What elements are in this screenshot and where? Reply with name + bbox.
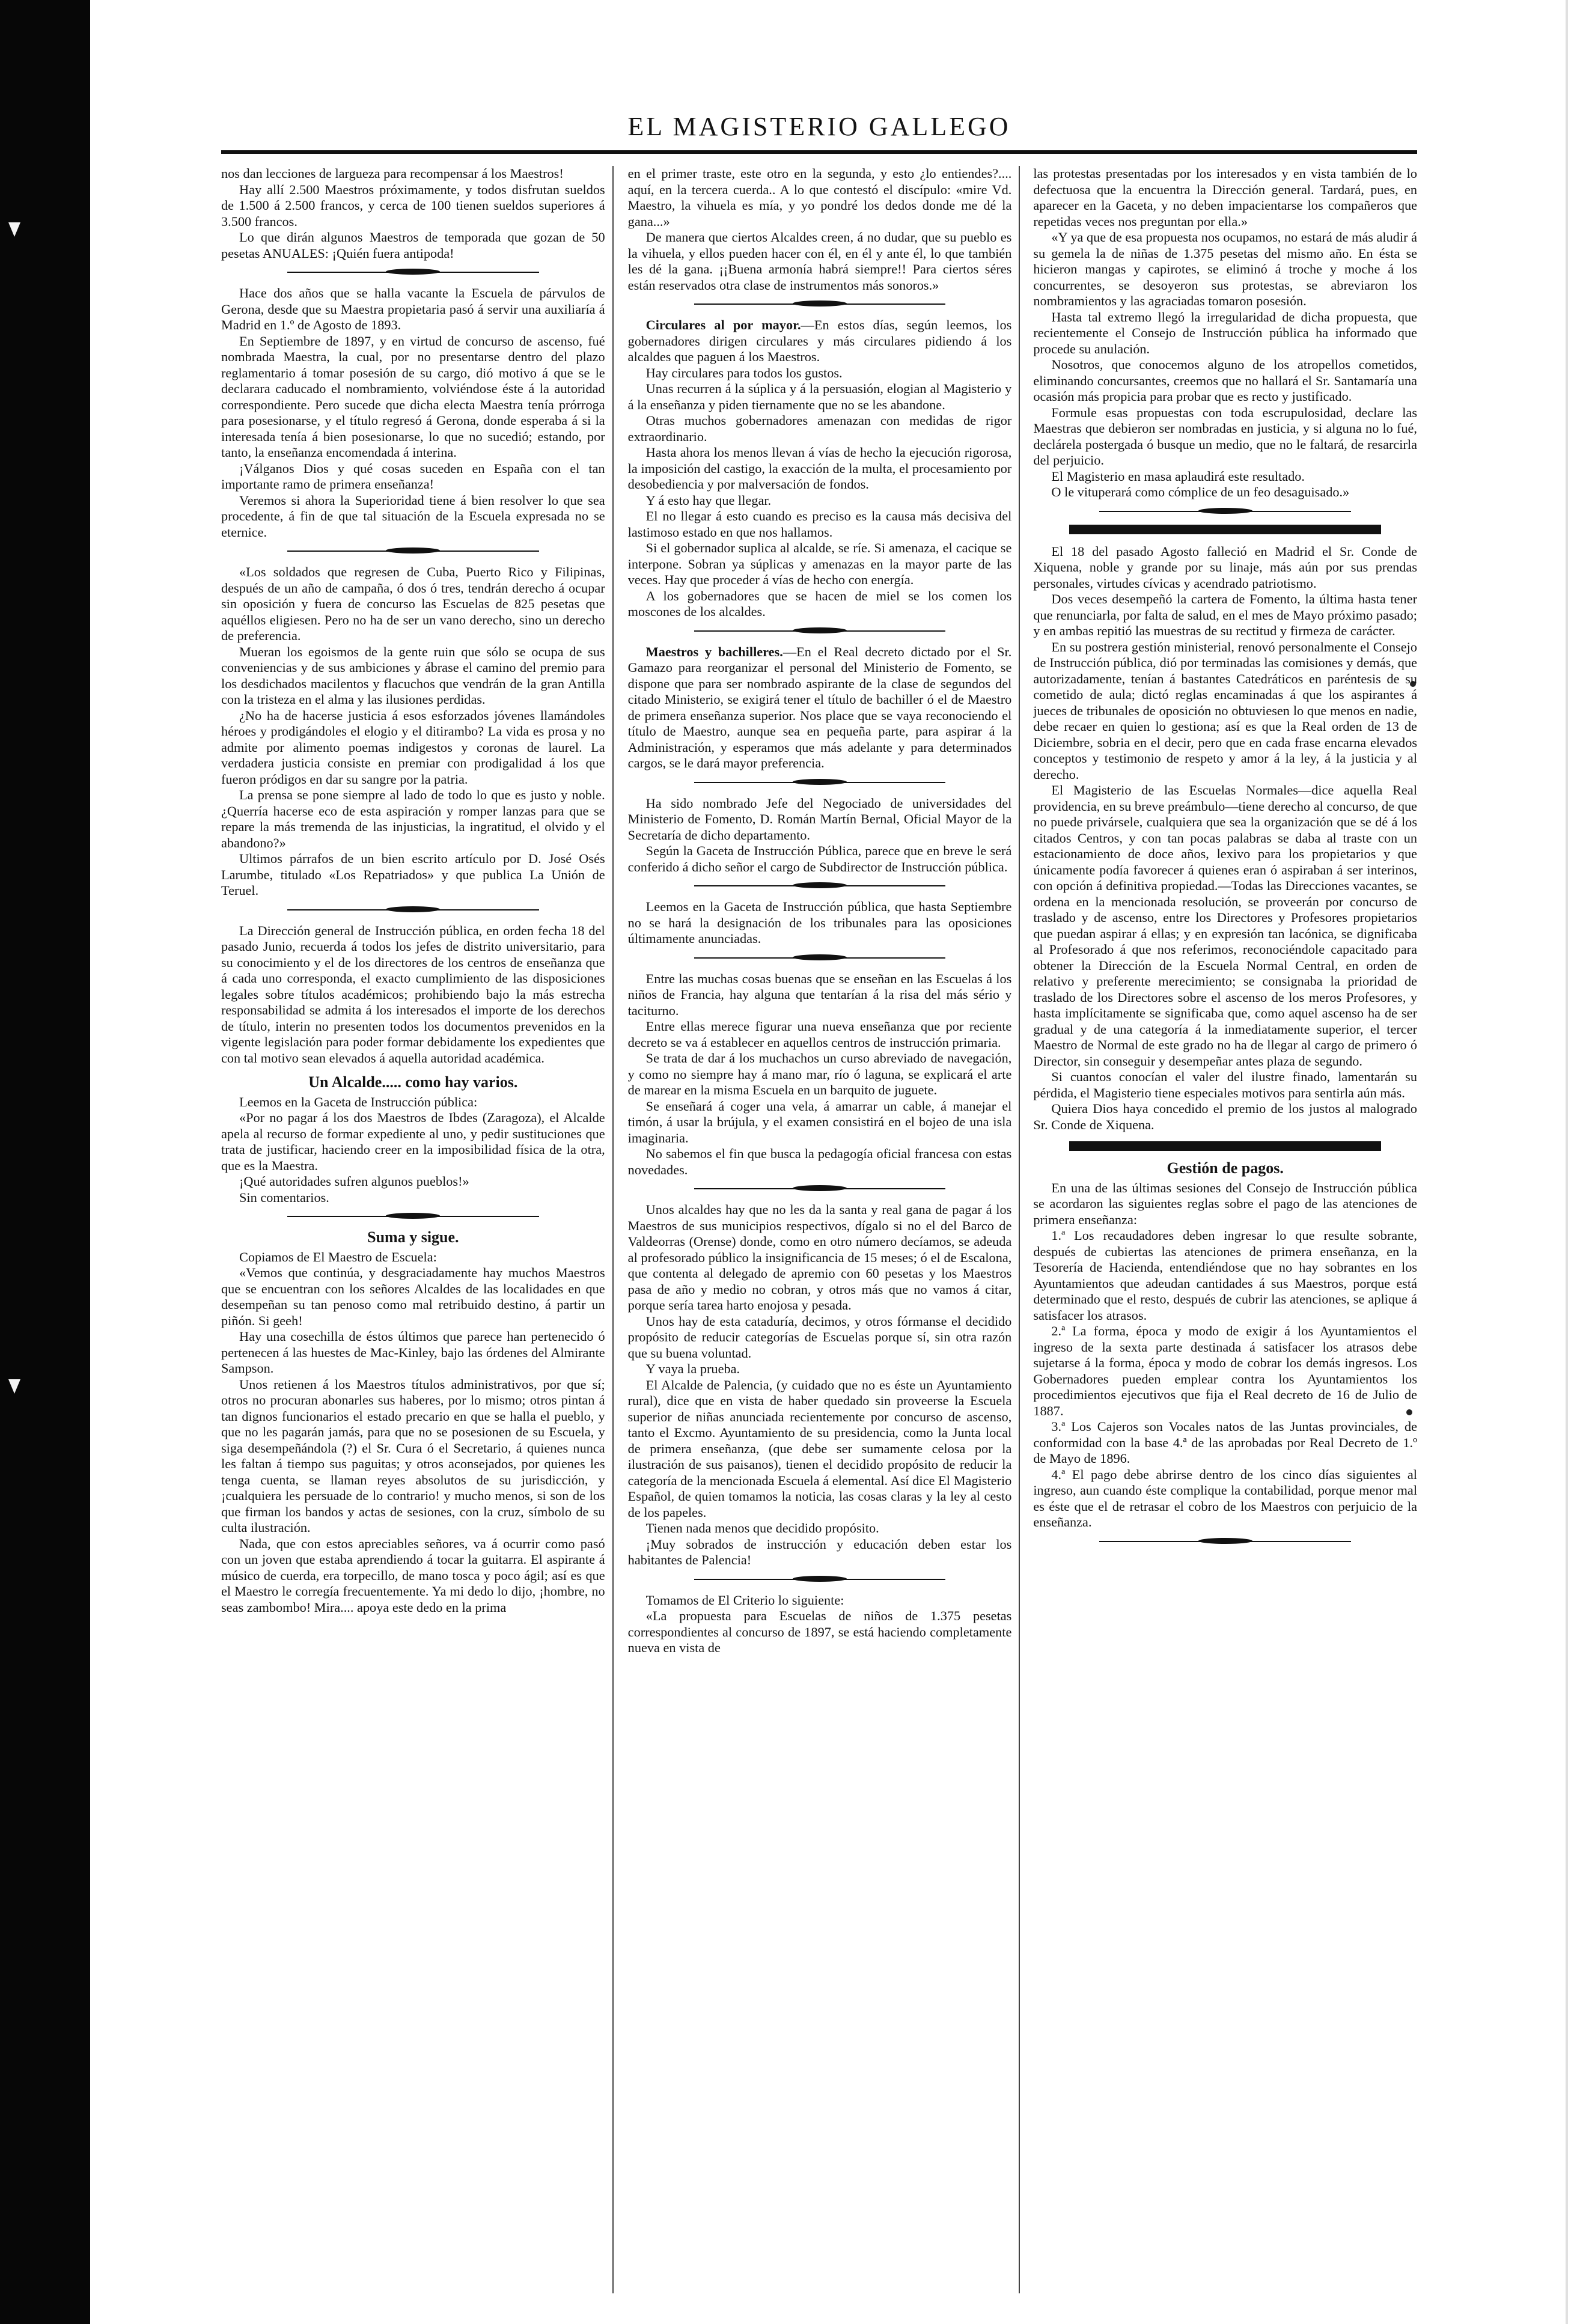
section-divider bbox=[628, 953, 1012, 963]
paragraph: 4.ª El pago debe abrirse dentro de los cinco días siguientes al ingreso, aun cuando éste complique la contabilidad, porque menor mal es éste que el de retrasar el cobro de los Maestros con perjuicio de la enseñanza. bbox=[1033, 1466, 1418, 1530]
paragraph: El 18 del pasado Agosto falleció en Madrid el Sr. Conde de Xiquena, noble y grande por su linaje, más aún por sus prendas personales, virtudes cívicas y acendrado patriotismo. bbox=[1033, 543, 1418, 591]
paragraph: 2.ª La forma, época y modo de exigir á los Ayuntamientos el ingreso de la sexta parte destinada á satisfacer los atrasos debe sujetarse á la forma, época y modo de cobrar los demás ingresos. Los Gobernadores pueden emplear contra los Ayuntamientos los procedimientos ejecutivos que fija el Real decreto de 16 de Julio de 1887. bbox=[1033, 1323, 1418, 1418]
section-divider bbox=[628, 1184, 1012, 1194]
paragraph: La prensa se pone siempre al lado de todo lo que es justo y noble. ¿Querría hacerse eco de esta aspiración y romper lanzas para que se repare la más tremenda de las injusticias, la ingratitud, el olvido y el abandono?» bbox=[221, 787, 605, 850]
column-rule bbox=[1019, 166, 1020, 2293]
paragraph: 1.ª Los recaudadores deben ingresar lo que resulte sobrante, después de cubiertas las atenciones de primera enseñanza, en la Tesorería de Hacienda, entendiéndose que no hay sobrantes en los Ayuntamientos que adeudan cantidades á sus Maestros, porque está determinado que el resto, después de cubrir las atenciones, se aplique á satisfacer los atrasos. bbox=[1033, 1228, 1418, 1323]
paragraph-lead: Maestros y bachilleres. bbox=[645, 644, 783, 659]
paragraph: en el primer traste, este otro en la segunda, y esto ¿lo entiendes?.... aquí, en la tercera cuerda.. A lo que contestó el discípulo: «mire Vd. Maestro, la vihuela es mía, y yo pondré los dedos donde me dé la gana...» bbox=[627, 166, 1012, 229]
section-heading: Gestión de pagos. bbox=[1167, 1159, 1284, 1177]
paragraph: Hasta ahora los menos llevan á vías de hecho la ejecución rigorosa, la imposición del castigo, la exacción de la multa, el procesamiento por desobediencia y por malversación de fondos. bbox=[627, 445, 1012, 492]
paragraph-lead: Circulares al por mayor. bbox=[645, 317, 801, 332]
paragraph: La Dirección general de Instrucción pública, en orden fecha 18 del pasado Junio, recuerda á todos los jefes de distrito universitario, para su conocimiento y el de los directores de los centros de enseñanza que á cada uno corresponda, el exacto cumplimiento de las disposiciones legales sobre títulos académicos; prohibiendo bajo la más estrecha responsabilidad se admita á los interesados el importe de los derechos de título, interin no presenten todos los documentos prevenidos en la vigente legislación para poder formar debidamente los expedientes que con tal motivo sean elevados á aquella autoridad académica. bbox=[221, 923, 605, 1066]
masthead-rule bbox=[221, 150, 1417, 154]
paragraph: Nada, que con estos apreciables señores, va á ocurrir como pasó con un joven que estaba aprendiendo á tocar la guitarra. El aspirante á músico de cuerda, era torpecillo, de mano tosca y poco ágil; así es que el Maestro le corregía frecuentemente. Ya mi dedo lo dijo, ¡hombre, no seas zambombo! Mira.... apoya este dedo en la prima bbox=[221, 1536, 605, 1615]
paragraph: Lo que dirán algunos Maestros de temporada que gozan de 50 pesetas ANUALES: ¡Quién fuera antipoda! bbox=[221, 230, 605, 261]
paragraph: ¡Muy sobrados de instrucción y educación deben estar los habitantes de Palencia! bbox=[627, 1536, 1012, 1567]
paragraph: Tienen nada menos que decidido propósito. bbox=[645, 1520, 879, 1536]
paragraph: Se trata de dar á los muchachos un curso abreviado de navegación, y como no siempre hay á mano mar, río ó laguna, se explicará el arte de marear en la misma Escuela en un barquito de juguete. bbox=[627, 1051, 1012, 1097]
section-divider bbox=[1033, 1537, 1417, 1546]
paragraph: O le vituperará como cómplice de un feo desaguisado.» bbox=[1051, 484, 1350, 499]
paragraph: Unos retienen á los Maestros títulos administrativos, por que sí; otros no procuran abonarles sus haberes, por lo mismo; otros pintan á tan dignos funcionarios el estado precario en que se halla el pueblo, y que no les pagarán jamás, para que no se posesionen de su Escuela, y siga desempeñándola (?) el Sr. Cura ó el Secretario, á quienes nunca les faltan á tiempo sus paguitas; y otros aconsejados, por quienes les tenga cuenta, se llaman reyes absolutos de su jurisdicción, y ¡cualquiera les persuade de lo contrario! y mucho menos, si son de los que firman los bandos y actas de sesiones, con la cruz, símbolo de su culta ilustración. bbox=[221, 1376, 605, 1535]
paragraph: Hay circulares para todos los gustos. bbox=[645, 365, 843, 380]
paragraph: Ultimos párrafos de un bien escrito artículo por D. José Osés Larumbe, titulado «Los Repatriados» y que publica La Unión de Teruel. bbox=[221, 851, 605, 898]
paragraph: Otras muchos gobernadores amenazan con medidas de rigor extraordinario. bbox=[627, 413, 1012, 444]
paragraph: Copiamos de El Maestro de Escuela: bbox=[239, 1249, 437, 1264]
paragraph bbox=[628, 317, 1012, 365]
paragraph: Mueran los egoismos de la gente ruin que sólo se ocupa de sus conveniencias y de sus ambiciones y ábrase el camino del premio para los desdichados macilentos y flacuchos que vendrán de la gran Antilla con la tristeza en el alma y las ilusiones perdidas. bbox=[221, 644, 605, 707]
margin-mark-bottom bbox=[8, 1379, 20, 1394]
paragraph: Y á esto hay que llegar. bbox=[645, 492, 772, 508]
margin-mark-top bbox=[8, 222, 20, 237]
paragraph: El no llegar á esto cuando es preciso es la causa más decisiva del lastimoso estado en que nos hallamos. bbox=[627, 508, 1012, 540]
paragraph: «Vemos que continúa, y desgraciadamente hay muchos Maestros que se encuentran con los señores Alcaldes de las localidades en que desempeñan su tan penoso como mal retribuido destino, á partir un piñón. Si geeh! bbox=[221, 1265, 605, 1328]
paragraph-body: —En el Real decreto dictado por el Sr. Gamazo para reorganizar el personal del Ministerio de Fomento, se dispone que para ser nombrado aspirante de la clase de segundos del citado Ministerio, se exigirá tener el título de bachiller ó el de Maestro de primera enseñanza superior. Nos place que se vaya reconociendo el título de Maestro, aunque sea en pequeña parte, para aspirar á la Administración, y esperamos que más adelante y para determinados cargos, se le dará mayor preferencia. bbox=[627, 644, 1012, 770]
paragraph: De manera que ciertos Alcaldes creen, á no dudar, que su pueblo es la vihuela, y ellos pueden hacer con él, en él y ante él, lo que también les dé la gana. ¡¡Buena armonía habrá siempre!! Para ciertos séres están reservados otra clase de instrumentos más sonoros.» bbox=[627, 230, 1012, 293]
paragraph: A los gobernadores que se hacen de miel se los comen los moscones de los alcaldes. bbox=[627, 588, 1012, 619]
paragraph: Unos hay de esta cataduría, decimos, y otros fórmanse el decidido propósito de reducir categorías de Escuelas porque sí, sin otra razón que su buena voluntad. bbox=[627, 1313, 1012, 1361]
paragraph: Según la Gaceta de Instrucción Pública, parece que en breve le será conferido á dicho señor el cargo de Subdirector de Instrucción pública. bbox=[627, 843, 1012, 874]
paragraph: Sin comentarios. bbox=[239, 1189, 329, 1205]
paragraph: Si el gobernador suplica al alcalde, se ríe. Si amenaza, el cacique se interpone. Sobran ya súplicas y amenazas en la mayor parte de las veces. Hay que proceder á vías de hecho con energía. bbox=[627, 540, 1012, 587]
paragraph: El Magisterio en masa aplaudirá este resultado. bbox=[1051, 468, 1305, 484]
section-divider bbox=[628, 778, 1012, 787]
paragraph: nos dan lecciones de largueza para recompensar á los Maestros! bbox=[221, 166, 564, 181]
paragraph: Entre ellas merece figurar una nueva enseñanza que por reciente decreto se va á establecer en aquellos centros de instrucción primaria. bbox=[627, 1019, 1012, 1050]
paragraph: ¡Qué autoridades sufren algunos pueblos!» bbox=[239, 1174, 469, 1189]
paragraph: Hay allí 2.500 Maestros próximamente, y todos disfrutan sueldos de 1.500 á 2.500 francos, y cerca de 100 tienen sueldos superiores á 3.500 francos. bbox=[221, 181, 605, 229]
section-divider bbox=[628, 299, 1012, 309]
section-heading: Suma y sigue. bbox=[367, 1228, 459, 1246]
section-divider bbox=[221, 267, 605, 277]
paragraph: En una de las últimas sesiones del Consejo de Instrucción pública se acordaron las siguientes reglas sobre el pago de las atenciones de primera enseñanza: bbox=[1033, 1180, 1418, 1227]
column-1 bbox=[221, 166, 605, 2293]
section-divider bbox=[1033, 507, 1417, 516]
paragraph: No sabemos el fin que busca la pedagogía oficial francesa con estas novedades. bbox=[627, 1146, 1012, 1177]
paragraph bbox=[628, 644, 1012, 772]
paragraph: las protestas presentadas por los interesados y en vista también de lo defectuosa que la encuentra la Dirección general. Tardará, pues, en aparecer en la Gaceta, y no deben impacientarse los compañeros que repetidas veces nos preguntan por ella.» bbox=[1033, 166, 1418, 229]
paragraph: Dos veces desempeñó la cartera de Fomento, la última hasta tener que renunciarla, por falta de salud, en el mes de Mayo próximo pasado; y en ambas repitió las muestras de su rectitud y firmeza de carácter. bbox=[1033, 591, 1418, 638]
column-3 bbox=[1033, 166, 1417, 2293]
paragraph: Entre las muchas cosas buenas que se enseñan en las Escuelas á los niños de Francia, hay alguna que tentarían á la risa del más sério y taciturno. bbox=[627, 971, 1012, 1018]
newspaper-page bbox=[221, 108, 1417, 2296]
paragraph: Unos alcaldes hay que no les da la santa y real gana de pagar á los Maestros de sus municipios respectivos, dígalo si no el del Barco de Valdeorras (Orense) donde, como en otro número decíamos, se adeuda al profesorado público la insignificancia de 15 meses; ó el de Escalona, que contenta al delegado de apremio con 60 pesetas y los Maestros pasa de año y medio no cobran, y otros más que no vamos á citar, porque sería tarea harto enojosa y pesada. bbox=[627, 1202, 1012, 1313]
mourning-bar bbox=[1069, 525, 1381, 534]
section-divider bbox=[221, 905, 605, 915]
paragraph: 3.ª Los Cajeros son Vocales natos de las Juntas provinciales, de conformidad con la base 4.ª de las aprobadas por Real Decreto de 1.º de Mayo de 1896. bbox=[1033, 1419, 1418, 1466]
paragraph: ¿No ha de hacerse justicia á esos esforzados jóvenes llamándoles héroes y prodigándoles el elogio y el ditirambo? La vida es prosa y no admite por alimento poemas indigestos y coronas de laurel. La verdadera justicia consiste en premiar con prodigalidad á los que fueron pródigos en dar su sangre por la patria. bbox=[221, 707, 605, 787]
section-divider bbox=[628, 881, 1012, 891]
paragraph: Hace dos años que se halla vacante la Escuela de párvulos de Gerona, desde que su Maestra propietaria pasó á servir una auxiliaría á Madrid en 1.º de Agosto de 1893. bbox=[221, 285, 605, 332]
section-heading: Un Alcalde..... como hay varios. bbox=[308, 1073, 518, 1091]
mourning-bar bbox=[1069, 1141, 1381, 1151]
page-edge-right bbox=[1566, 0, 1568, 2324]
text-columns bbox=[221, 166, 1417, 2293]
paragraph: Leemos en la Gaceta de Instrucción pública, que hasta Septiembre no se hará la designación de los tribunales para las oposiciones últimamente anunciadas. bbox=[627, 899, 1012, 946]
section-divider bbox=[221, 1212, 605, 1221]
paragraph: Hasta tal extremo llegó la irregularidad de dicha propuesta, que recientemente el Consejo de Instrucción pública ha informado que procede su anulación. bbox=[1033, 309, 1418, 356]
paragraph: Tomamos de El Criterio lo siguiente: bbox=[645, 1592, 844, 1608]
binding-gutter bbox=[0, 0, 90, 2324]
section-divider bbox=[628, 1575, 1012, 1584]
paragraph: «La propuesta para Escuelas de niños de 1.375 pesetas correspondientes al concurso de 1897, se está haciendo completamente nueva en vista de bbox=[627, 1608, 1012, 1655]
paragraph: En su postrera gestión ministerial, renovó personalmente el Consejo de Instrucción pública, dió por terminadas las comisiones y demás, que autorizadamente, tenían á bastantes Catedráticos en paréntesis de su cometido de aula; dictó reglas encaminadas á que los aspirantes á jueces de tribunales de oposición no obtuviesen lo que menos en nadie, debe recaer en quien lo gestiona; así es que la Real orden de 13 de Diciembre, sobria en el decir, pero que en cada frase encarna elevados conceptos y testimonio de respeto y amor á la ley, á la justicia y al derecho. bbox=[1033, 639, 1418, 782]
paragraph: Veremos si ahora la Superioridad tiene á bien resolver lo que sea procedente, á fin de que tal situación de la Escuela expresada no se eternice. bbox=[221, 492, 605, 540]
section-divider bbox=[628, 626, 1012, 636]
masthead-title: EL MAGISTERIO GALLEGO bbox=[627, 112, 1011, 141]
paragraph: En Septiembre de 1897, y en virtud de concurso de ascenso, fué nombrada Maestra, la cual, por no presentarse dentro del plazo reglamentario á tomar posesión de su cargo, dió motivo á que se le declarara caducado el nombramiento, volviéndose éste á la autoridad correspondiente. Pero sucede que dicha electa Maestra tenía prórroga para posesionarse, y el título regresó á Gerona, donde esperaba á si la interesada tenía á bien posesionarse, lo que no sucedió; estando, por tanto, la enseñanza encomendada á interina. bbox=[221, 333, 605, 460]
paragraph: «Los soldados que regresen de Cuba, Puerto Rico y Filipinas, después de un año de campaña, ó dos ó tres, tendrán derecho á ocupar sin oposición y fuera de concurso las Escuelas de 825 pesetas que aquéllos eligiesen. Pero no ha de ser un vano derecho, sino un derecho de preferencia. bbox=[221, 564, 605, 643]
paragraph: «Y ya que de esa propuesta nos ocupamos, no estará de más aludir á su gemela la de niñas de 1.375 pesetas del mismo año. En ésta se hicieron mangas y capirotes, se eliminó á troche y moche á los concurrentes, se desoyeron sus protestas, se abreviaron los nombramientos y las agraciadas tomaron posesión. bbox=[1033, 230, 1418, 308]
paragraph: El Magisterio de las Escuelas Normales—dice aquella Real providencia, en su breve preámbulo—tiene derecho al concurso, de que no puede privársele, cualquiera que sea la organización que se dé á los citados Centros, y con tan pocas palabras se daba al traste con un estacionamiento de doce años, lexivo para los propietarios y que únicamente podía favorecer á quienes eran ó aspiraban á ser interinos, con opción á definitiva propiedad.—Todas las Direcciones vacantes, se ordena en la mencionada resolución, se proveerán por concurso de traslado y de ascenso, entre los Directores y Profesores propietarios que puedan aspirar á ellas; y en expresión tan lacónica, se dignificaba al Profesorado á que nos referimos, reconociéndole capacitado para obtener la Dirección de la Escuela Normal Central, en orden de relativo y preferente merecimiento; se consignaba la prioridad de traslado de los Directores sobre el ascenso de los meros Profesores, y hasta implícitamente se significaba que, como aquel ascenso ha de ser gradual y de una categoría á la inmediatamente superior, el tercer Maestro de Normal de este grado no ha de llegar al cargo de primero ó Director, sin conseguir y desempeñar antes plaza de segundo. bbox=[1033, 782, 1418, 1069]
paragraph: El Alcalde de Palencia, (y cuidado que no es éste un Ayuntamiento rural), dice que en vista de haber quedado sin proveerse la Escuela superior de niñas anunciada recientemente por concurso de ascenso, tanto el Excmo. Ayuntamiento de su presidencia, como la Junta local de primera enseñanza, (que debe ser sumamente celosa por la ilustración de sus paisanos), tienen el decidido propósito de reducir la categoría de la mencionada Escuela á elemental. Así dice El Magisterio Español, de quien tomamos la noticia, las cosas claras y la ley al cesto de los papeles. bbox=[627, 1377, 1012, 1520]
paragraph: «Por no pagar á los dos Maestros de Ibdes (Zaragoza), el Alcalde apela al recurso de formar expediente al uno, y pedir sustituciones que trata de justificar, haciendo creer en la imposibilidad física de la otra, que es la Maestra. bbox=[221, 1110, 605, 1173]
paragraph: Nosotros, que conocemos alguno de los atropellos cometidos, eliminando concursantes, creemos que no hallará el Sr. Santamaría una ocasión más propicia para probar que es recto y justificado. bbox=[1033, 357, 1418, 404]
column-rule bbox=[612, 166, 614, 2293]
section-divider bbox=[221, 546, 605, 556]
paragraph: ¡Válganos Dios y qué cosas suceden en España con el tan importante ramo de primera enseñanza! bbox=[221, 460, 605, 492]
column-2 bbox=[628, 166, 1012, 2293]
paragraph-body: —En estos días, según leemos, los gobernadores dirigen circulares y más circulares pidiendo á los alcaldes que paguen á los Maestros. bbox=[627, 317, 1012, 364]
paragraph: Se enseñará á coger una vela, á amarrar un cable, á manejar el timón, á usar la brújula, y el examen consistirá en el bojeo de una isla imaginaria. bbox=[627, 1098, 1012, 1145]
paragraph: Quiera Dios haya concedido el premio de los justos al malogrado Sr. Conde de Xiquena. bbox=[1033, 1101, 1418, 1132]
paragraph: Unas recurren á la súplica y á la persuasión, elogian al Magisterio y á la enseñanza y piden tiernamente que no se les abandone. bbox=[627, 381, 1012, 412]
paragraph: Leemos en la Gaceta de Instrucción pública: bbox=[239, 1094, 478, 1109]
paragraph: Si cuantos conocían el valer del ilustre finado, lamentarán su pérdida, el Magisterio tiene especiales motivos para sentirla aún más. bbox=[1033, 1069, 1418, 1100]
paragraph: Y vaya la prueba. bbox=[645, 1361, 740, 1376]
paragraph: Hay una cosechilla de éstos últimos que parece han pertenecido ó pertenecen á las huestes de Mac-Kinley, bajo las órdenes del Almirante Sampson. bbox=[221, 1329, 605, 1376]
paragraph: Ha sido nombrado Jefe del Negociado de universidades del Ministerio de Fomento, D. Román Martín Bernal, Oficial Mayor de la Secretaría de dicho departamento. bbox=[627, 795, 1012, 843]
paragraph: Formule esas propuestas con toda escrupulosidad, declare las Maestras que debieron ser nombradas en justicia, y si alguna no lo fué, declárela postergada ó busque un medio, que no le faltará, de resarcirla del perjuicio. bbox=[1033, 404, 1418, 468]
